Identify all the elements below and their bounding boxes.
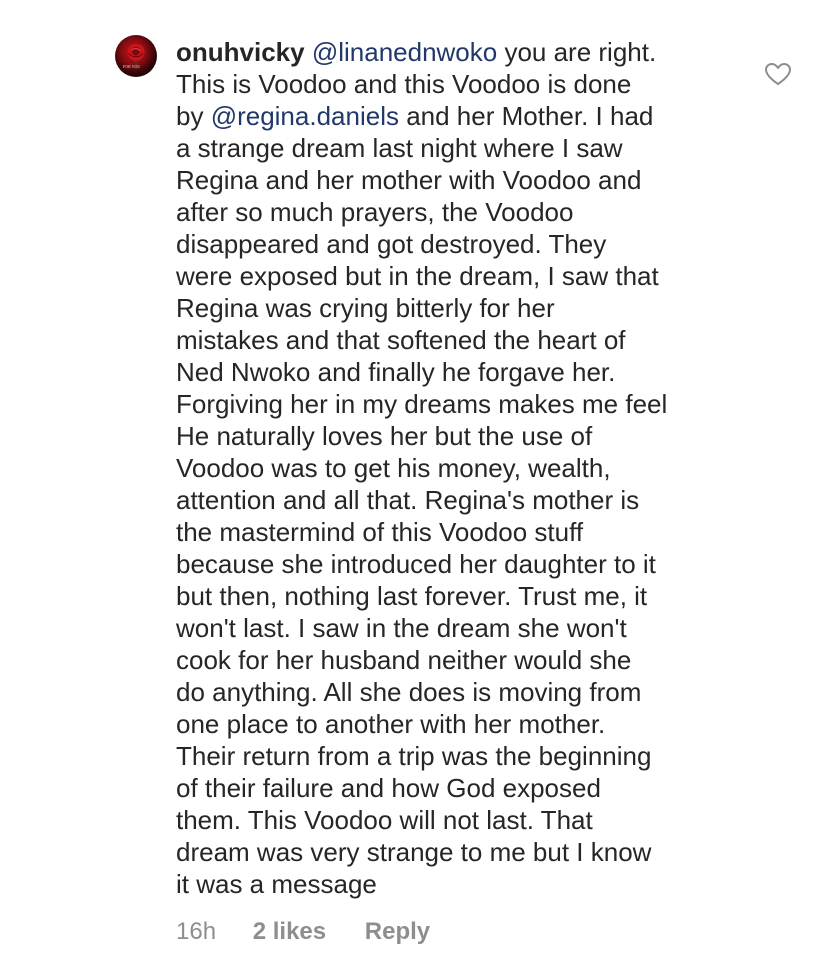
comment-line: the mastermind of this Voodoo stuff [176, 517, 584, 547]
reply-button[interactable]: Reply [364, 918, 431, 945]
comment-text [176, 36, 728, 900]
like-button[interactable] [764, 62, 792, 86]
comment-line: of their failure and how God exposed [176, 773, 601, 803]
comment-line: disappeared and got destroyed. They [176, 229, 607, 259]
comment-line: cook for her husband neither would she [176, 645, 632, 675]
comment-line: do anything. All she does is moving from [176, 677, 642, 707]
comment-line: Regina was crying bitterly for her [176, 293, 555, 323]
comment-line: Voodoo was to get his money, wealth, [176, 453, 611, 483]
likes-count-link[interactable]: 2 likes [252, 918, 327, 945]
comment-text-segment: and her Mother. I had [398, 101, 654, 131]
comment-line: after so much prayers, the Voodoo [176, 197, 574, 227]
comment-line: He naturally loves her but the use of [176, 421, 593, 451]
comment-line: a strange dream last night where I saw [176, 133, 623, 163]
comment-line: won't last. I saw in the dream she won't [176, 613, 627, 643]
mention-link[interactable]: @linanednwoko [311, 37, 498, 67]
heart-outline-icon [764, 62, 792, 86]
comment-text-segment: by [176, 101, 211, 131]
comment-line: attention and all that. Regina's mother is [176, 485, 640, 515]
comment-line: Ned Nwoko and finally he forgave her. [176, 357, 616, 387]
comment-line: Forgiving her in my dreams makes me feel [176, 389, 668, 419]
comment-line: mistakes and that softened the heart of [176, 325, 626, 355]
comment-meta [176, 918, 430, 946]
comment-line: Regina and her mother with Voodoo and [176, 165, 642, 195]
comment-line: This is Voodoo and this Voodoo is done [176, 69, 632, 99]
comment-line [176, 36, 728, 68]
comment-line: dream was very strange to me but I know [176, 837, 652, 867]
comment-timestamp: 16h [176, 918, 217, 945]
comment-line: it was a message [176, 869, 377, 899]
comment-line [176, 100, 728, 132]
avatar[interactable] [115, 35, 157, 77]
mention-link[interactable]: @regina.daniels [210, 101, 399, 131]
svg-text:FOR YOU: FOR YOU [123, 64, 141, 69]
comment-line: them. This Voodoo will not last. That [176, 805, 593, 835]
comment-line: but then, nothing last forever. Trust me, it [176, 581, 648, 611]
comment-line: Their return from a trip was the beginning [176, 741, 652, 771]
username-link[interactable]: onuhvicky [176, 37, 305, 67]
comment-text-segment: you are right. [497, 37, 657, 67]
comment-line: were exposed but in the dream, I saw that [176, 261, 659, 291]
comment-line: one place to another with her mother. [176, 709, 606, 739]
rose-icon [115, 35, 157, 77]
comment-line: because she introduced her daughter to it [176, 549, 656, 579]
